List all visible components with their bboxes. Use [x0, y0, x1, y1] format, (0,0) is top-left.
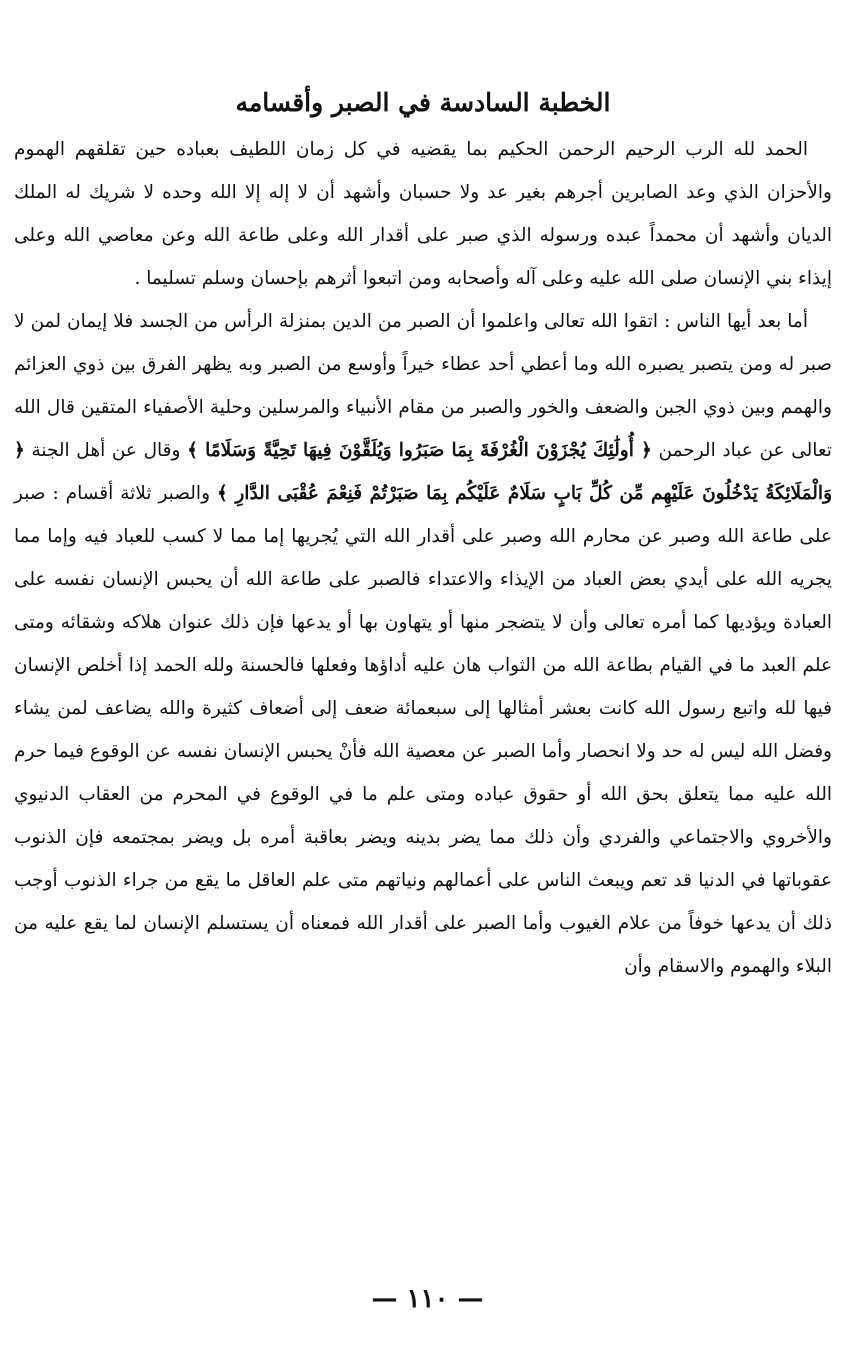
paragraph-opening: الحمد لله الرب الرحيم الرحمن الحكيم بما يقضيه في كل زمان اللطيف بعباده حين تقلقهم الهموم والأحزان الذي وعد الصابرين أجرهم بغير عد ولا حسبان وأشهد أن لا إله إلا الله وحده لا شريك له الملك الديان وأشهد أن محمداً عبده ورسوله الذي صبر على أقدار الله وعلى طاعة الله وعن معاصي الله وعلى إيذاء بني الإنسان صلى الله عليه وعلى آله وأصحابه ومن اتبعوا أثرهم بإحسان وسلم تسليما . [14, 139, 832, 289]
paragraph-main-part1: أما بعد أيها الناس : اتقوا الله تعالى واعلموا أن الصبر من الدين بمنزلة الرأس من الجسد فلا إيمان لمن لا صبر له ومن يتصبر يصبره الله وما أعطي أحد عطاء خيراً وأوسع من الصبر وبه يظهر الفرق بين ذوي العزائم والهمم وبين ذوي الجبن والضعف والخور والصبر من مقام الأنبياء والمرسلين وحلية الأصفياء المتقين قال الله تعالى عن عباد الرحمن [14, 311, 832, 461]
page-title: الخطبة السادسة في الصبر وأقسامه [235, 88, 611, 117]
page-content [14, 80, 832, 988]
body-text [14, 128, 832, 988]
page-number: — ١١٠ — [371, 1284, 484, 1314]
paragraph-main-part3: والصبر ثلاثة أقسام : صبر على طاعة الله وصبر عن محارم الله وصبر على أقدار الله التي يُجريها إما مما لا كسب للعباد فيه وإما مما يجريه الله على أيدي بعض العباد من الإيذاء والاعتداء فالصبر على طاعة الله أن يحبس الإنسان نفسه على العبادة ويؤديها كما أمره تعالى وأن لا يتضجر منها أو يتهاون بها أو يدعها فإن ذلك عنوان هلاكه وشقائه ومتى علم العبد ما في القيام بطاعة الله من الثواب هان عليه أداؤها وفعلها فالحسنة ولله الحمد إذا أخلص الإنسان فيها لله واتبع رسول الله كانت بعشر أمثالها إلى سبعمائة ضعف إلى أضعاف كثيرة والله يضاعف لمن يشاء وفضل الله ليس له حد ولا انحصار وأما الصبر عن معصية الله فأنْ يحبس الإنسان نفسه عن الوقوع فيما حرم الله عليه مما يتعلق بحق الله أو حقوق عباده ومتى علم ما في الوقوع في المحرم من العقاب الدنيوي والأخروي والاجتماعي والفردي وأن ذلك مما يضر بدينه ويضر بعاقبة أمره بل ويضر بمجتمعه فإن الذنوب عقوباتها في الدنيا قد تعم ويبعث الناس على أعمالهم ونياتهم متى علم العاقل ما يقع من جراء الذنوب أوجب ذلك أن يدعها خوفاً من علام الغيوب وأما الصبر على أقدار الله فمعناه أن يستسلم الإنسان لما يقع عليه من البلاء والهموم والاسقام وأن [14, 483, 832, 977]
paragraph-main-part2: وقال عن أهل الجنة [31, 440, 181, 461]
quran-verse-2: ﴿ وَالْمَلَائِكَةُ يَدْخُلُونَ عَلَيْهِم مِّن كُلِّ بَابٍ سَلَامٌ عَلَيْكُم بِمَا صَبَرْتُمْ فَنِعْمَ عُقْبَى الدَّارِ ﴾ [14, 440, 832, 504]
quran-verse-1: ﴿ أُولَٰئِكَ يُجْزَوْنَ الْغُرْفَةَ بِمَا صَبَرُوا وَيُلَقَّوْنَ فِيهَا تَحِيَّةً وَسَلَامًا ﴾ [187, 440, 652, 461]
paragraph-main [14, 300, 832, 988]
